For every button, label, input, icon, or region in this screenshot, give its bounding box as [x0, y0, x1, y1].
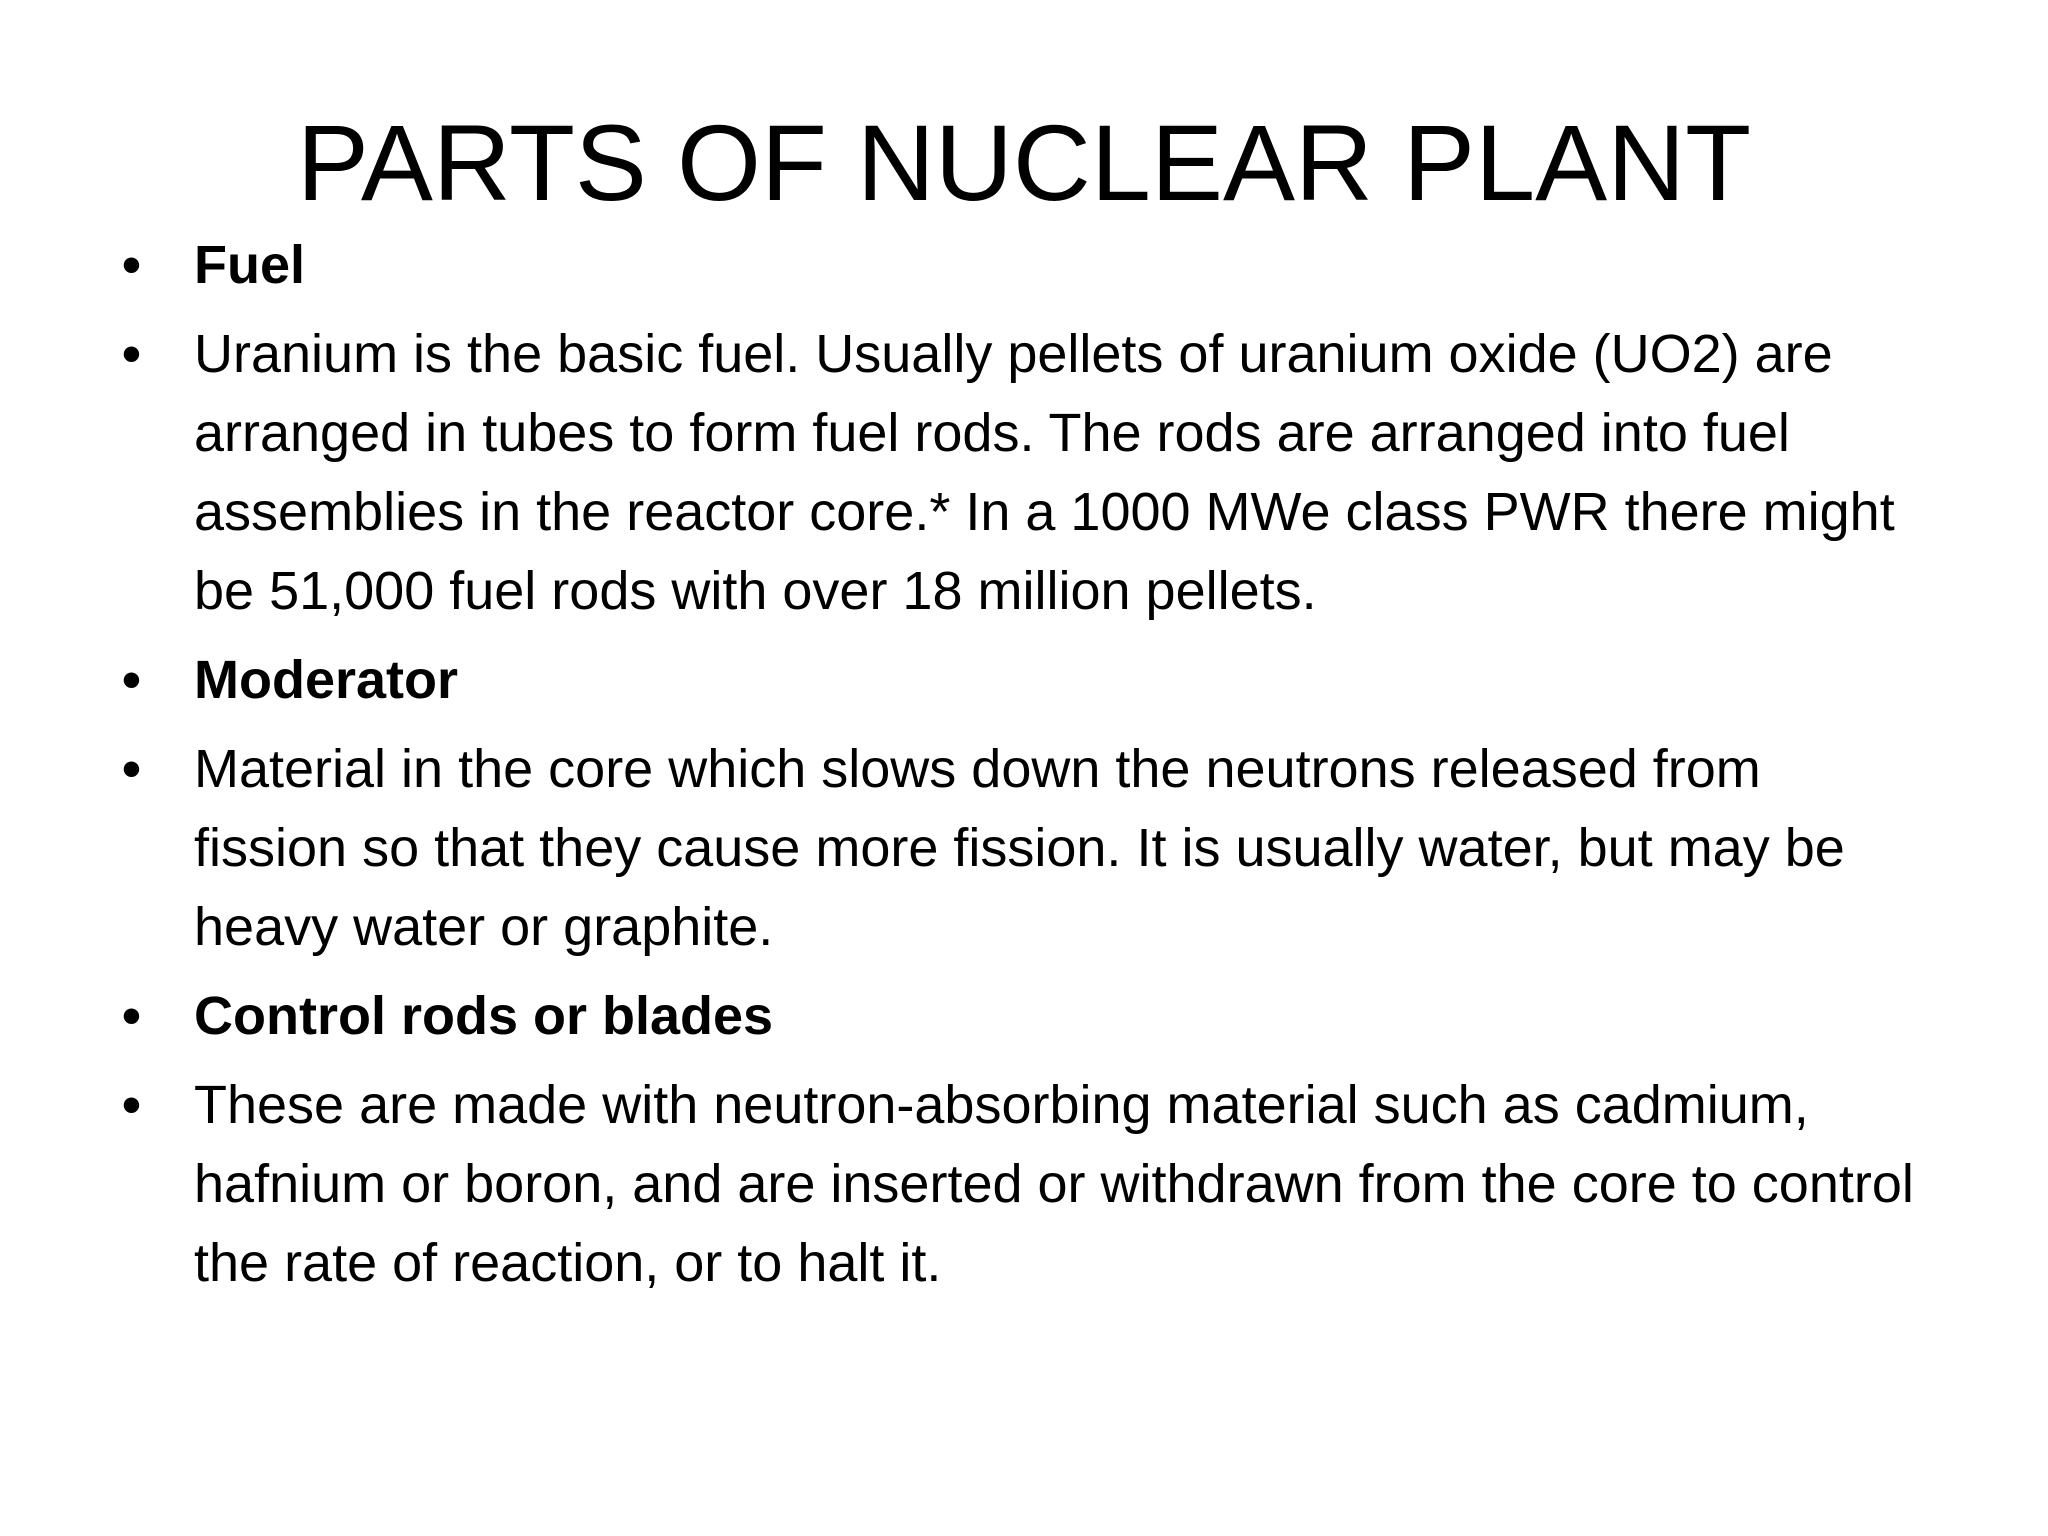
bullet-body-control-rods: [122, 1066, 1922, 1303]
bullet-icon: •: [122, 986, 141, 1046]
bullet-heading-moderator: [122, 641, 1922, 720]
bullet-heading-control-rods: [122, 977, 1922, 1056]
bullet-heading-fuel: [122, 226, 1922, 305]
slide-title: PARTS OF NUCLEAR PLANT: [296, 102, 1752, 223]
bullet-body-text: These are made with neutron-absorbing material such as cadmium, hafnium or boron, and are inserted or withdrawn from the core to control the rate of reaction, or to halt it.: [194, 1075, 1914, 1293]
bullet-body-fuel: [122, 315, 1922, 631]
bullet-heading-text: Moderator: [194, 650, 459, 710]
bullet-icon: •: [122, 650, 141, 710]
bullet-list: [122, 226, 1922, 1313]
bullet-icon: •: [122, 324, 141, 384]
bullet-icon: •: [122, 1075, 141, 1135]
bullet-icon: •: [122, 235, 141, 295]
bullet-body-text: Uranium is the basic fuel. Usually pellets of uranium oxide (UO2) are arranged in tubes to form fuel rods. The rods are arranged into fuel assemblies in the reactor core.* In a 1000 MWe class PWR there might be 51,000 fuel rods with over 18 million pellets.: [194, 324, 1895, 621]
bullet-body-text: Material in the core which slows down the neutrons released from fission so that they cause more fission. It is usually water, but may be heavy water or graphite.: [194, 739, 1845, 957]
bullet-heading-text: Control rods or blades: [194, 986, 774, 1046]
bullet-icon: •: [122, 739, 141, 799]
bullet-heading-text: Fuel: [194, 235, 306, 295]
bullet-body-moderator: [122, 730, 1922, 967]
